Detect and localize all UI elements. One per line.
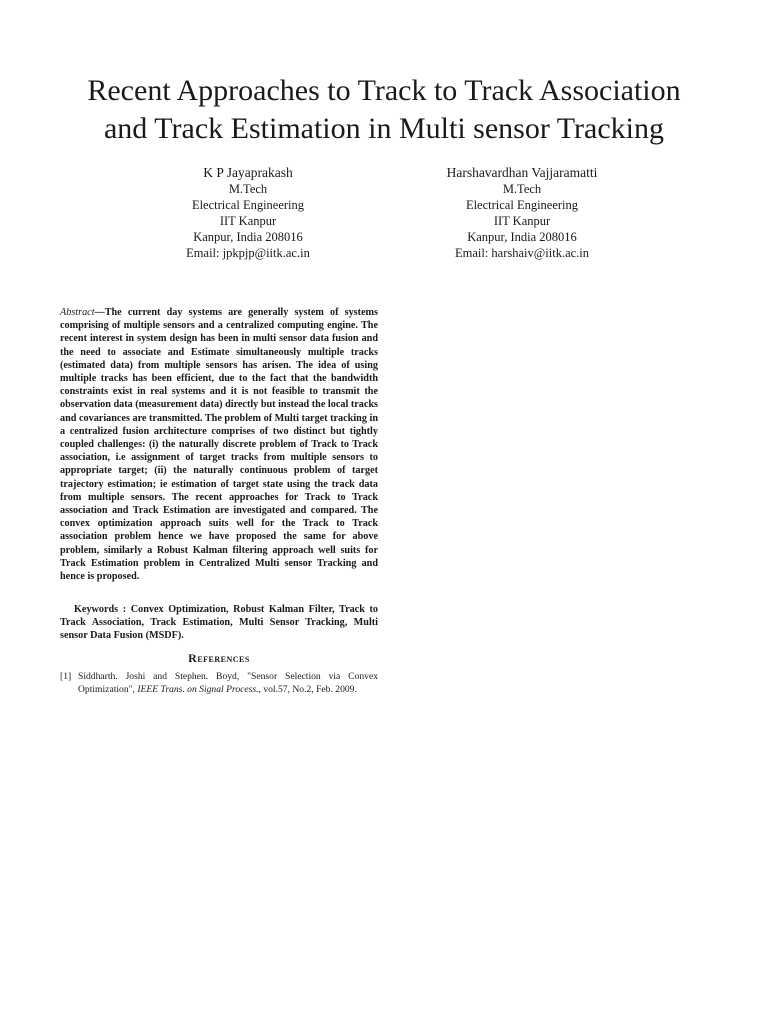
author-degree: M.Tech	[228, 182, 268, 196]
author-location: Kanpur, India 208016	[467, 230, 577, 244]
author-block-2	[382, 164, 662, 261]
author-name: K P Jayaprakash	[203, 165, 293, 180]
title-line-1: Recent Approaches to Track to Track Association	[87, 74, 681, 107]
reference-journal: IEEE Trans. on Signal Process.	[137, 683, 259, 695]
reference-number: [1]	[60, 671, 72, 682]
reference-details: , vol.57, No.2, Feb. 2009.	[258, 683, 357, 695]
reference-list	[60, 671, 378, 696]
author-email: Email: jpkpjp@iitk.ac.in	[186, 246, 310, 260]
paper-title	[40, 72, 728, 148]
author-name: Harshavardhan Vajjaramatti	[446, 165, 598, 180]
author-department: Electrical Engineering	[465, 198, 579, 212]
references-heading: References	[188, 651, 250, 665]
author-location: Kanpur, India 208016	[193, 230, 303, 244]
reference-item	[60, 671, 378, 696]
abstract-label: Abstract	[60, 307, 95, 318]
author-block-1	[108, 164, 388, 261]
abstract	[60, 306, 378, 583]
reference-text	[78, 671, 378, 696]
keywords: Keywords : Convex Optimization, Robust Kalman Filter, Track to Track Association, Track Estimation, Multi Sensor Tracking, Multi sensor Data Fusion (MSDF).	[60, 604, 378, 642]
abstract-text: —The current day systems are generally system of systems comprising of multiple sensors and a centralized computing engine. The recent interest in system design has been in multi sensor data fusion and the need to associate and Estimate simultaneously multiple tracks (estimated data) from multiple sensors has arisen. The idea of using multiple tracks has been efficient, due to the fact that the bandwidth constraints exist in real systems and it is not feasible to transmit the observation data (measurement data) directly but instead the local tracks and covariances are transmitted. The problem of Multi target tracking in a centralized fusion architecture comprises of two distinct but tightly coupled challenges: (i) the naturally discrete problem of Track to Track association, i.e assignment of target tracks from multiple sensors to appropriate target; (ii) the naturally continuous problem of target trajectory estimation; ie estimation of target state using the track data from multiple sensors. The recent approaches for Track to Track association and Track Estimation are investigated and compared. The convex optimization approach suits well for the Track to Track association problem hence we have proposed the same for above problem, similarly a Robust Kalman filtering approach well suits for Track Estimation problem in Centralized Multi sensor Tracking and hence is proposed.	[60, 307, 378, 583]
author-institution: IIT Kanpur	[493, 214, 551, 228]
title-line-2: and Track Estimation in Multi sensor Tracking	[103, 112, 664, 145]
author-department: Electrical Engineering	[191, 198, 305, 212]
author-degree: M.Tech	[502, 182, 542, 196]
reference-authors-title: Siddharth. Joshi and Stephen. Boyd, "Sensor Selection via Convex Optimization",	[78, 671, 378, 695]
author-institution: IIT Kanpur	[219, 214, 277, 228]
author-email: Email: harshaiv@iitk.ac.in	[454, 246, 590, 260]
